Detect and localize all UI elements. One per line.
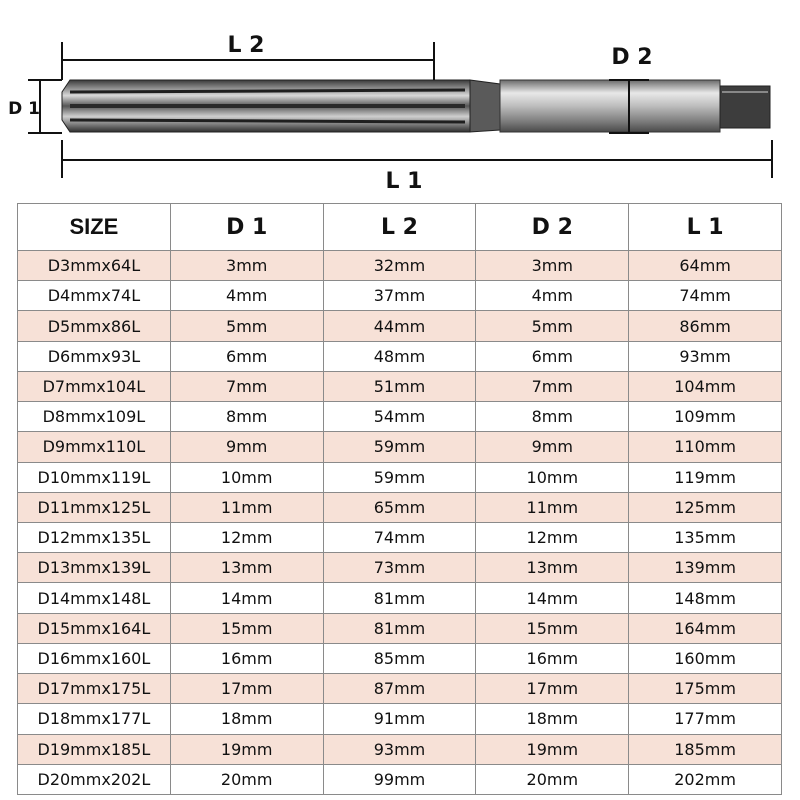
header-l2: L 2 xyxy=(323,204,476,251)
cell-l1: 202mm xyxy=(629,764,782,794)
cell-size: D10mmx119L xyxy=(18,462,171,492)
cell-l1: 74mm xyxy=(629,281,782,311)
cell-d1: 7mm xyxy=(170,371,323,401)
header-d1: D 1 xyxy=(170,204,323,251)
cell-d2: 20mm xyxy=(476,764,629,794)
cell-l1: 160mm xyxy=(629,643,782,673)
cell-l2: 81mm xyxy=(323,613,476,643)
cell-size: D4mmx74L xyxy=(18,281,171,311)
cell-d2: 13mm xyxy=(476,553,629,583)
cell-l1: 125mm xyxy=(629,492,782,522)
d2-label: D 2 xyxy=(611,45,653,70)
table-row xyxy=(18,764,782,794)
table-header-row xyxy=(18,204,782,251)
cell-d1: 19mm xyxy=(170,734,323,764)
cell-l1: 110mm xyxy=(629,432,782,462)
cell-size: D8mmx109L xyxy=(18,402,171,432)
table-row xyxy=(18,674,782,704)
cell-d1: 3mm xyxy=(170,251,323,281)
cell-size: D11mmx125L xyxy=(18,492,171,522)
cell-d2: 16mm xyxy=(476,643,629,673)
cell-l2: 51mm xyxy=(323,371,476,401)
cell-size: D9mmx110L xyxy=(18,432,171,462)
cell-l1: 135mm xyxy=(629,522,782,552)
cell-d1: 12mm xyxy=(170,522,323,552)
cell-d1: 5mm xyxy=(170,311,323,341)
cell-l2: 44mm xyxy=(323,311,476,341)
table-row xyxy=(18,432,782,462)
cell-l2: 87mm xyxy=(323,674,476,704)
cell-d1: 6mm xyxy=(170,341,323,371)
cell-d2: 7mm xyxy=(476,371,629,401)
table-row xyxy=(18,341,782,371)
cell-l2: 81mm xyxy=(323,583,476,613)
cell-l2: 59mm xyxy=(323,462,476,492)
cell-d1: 20mm xyxy=(170,764,323,794)
table-body xyxy=(18,251,782,795)
cell-l1: 139mm xyxy=(629,553,782,583)
cell-l2: 48mm xyxy=(323,341,476,371)
table-row xyxy=(18,311,782,341)
cell-l2: 99mm xyxy=(323,764,476,794)
cell-l1: 109mm xyxy=(629,402,782,432)
cell-size: D20mmx202L xyxy=(18,764,171,794)
cell-d2: 14mm xyxy=(476,583,629,613)
cell-l1: 104mm xyxy=(629,371,782,401)
cell-l2: 59mm xyxy=(323,432,476,462)
cell-d1: 15mm xyxy=(170,613,323,643)
cell-d2: 19mm xyxy=(476,734,629,764)
cell-d2: 8mm xyxy=(476,402,629,432)
cell-size: D13mmx139L xyxy=(18,553,171,583)
table-row xyxy=(18,492,782,522)
cell-l1: 119mm xyxy=(629,462,782,492)
cell-d2: 5mm xyxy=(476,311,629,341)
cell-l2: 65mm xyxy=(323,492,476,522)
header-l1: L 1 xyxy=(629,204,782,251)
cell-d2: 12mm xyxy=(476,522,629,552)
table-row xyxy=(18,402,782,432)
cell-d1: 4mm xyxy=(170,281,323,311)
cell-d2: 18mm xyxy=(476,704,629,734)
size-spec-table xyxy=(17,203,782,795)
cell-l2: 85mm xyxy=(323,643,476,673)
table-row xyxy=(18,522,782,552)
cell-l2: 73mm xyxy=(323,553,476,583)
cell-d2: 10mm xyxy=(476,462,629,492)
cell-d1: 17mm xyxy=(170,674,323,704)
cell-l2: 54mm xyxy=(323,402,476,432)
cell-d1: 8mm xyxy=(170,402,323,432)
cell-l1: 64mm xyxy=(629,251,782,281)
cell-d1: 9mm xyxy=(170,432,323,462)
cell-size: D5mmx86L xyxy=(18,311,171,341)
cell-size: D14mmx148L xyxy=(18,583,171,613)
cell-size: D3mmx64L xyxy=(18,251,171,281)
cell-d1: 10mm xyxy=(170,462,323,492)
cell-l1: 86mm xyxy=(629,311,782,341)
cell-size: D12mmx135L xyxy=(18,522,171,552)
table-row xyxy=(18,462,782,492)
table-row xyxy=(18,371,782,401)
table-row xyxy=(18,281,782,311)
cell-size: D18mmx177L xyxy=(18,704,171,734)
cell-d1: 11mm xyxy=(170,492,323,522)
reamer-tool-image xyxy=(62,80,770,132)
cell-d1: 14mm xyxy=(170,583,323,613)
cell-l2: 74mm xyxy=(323,522,476,552)
cell-d2: 11mm xyxy=(476,492,629,522)
l1-label: L 1 xyxy=(385,169,423,194)
cell-size: D19mmx185L xyxy=(18,734,171,764)
cell-l1: 93mm xyxy=(629,341,782,371)
cell-d2: 6mm xyxy=(476,341,629,371)
cell-d1: 18mm xyxy=(170,704,323,734)
header-d2: D 2 xyxy=(476,204,629,251)
cell-size: D17mmx175L xyxy=(18,674,171,704)
table-row xyxy=(18,643,782,673)
cell-d2: 15mm xyxy=(476,613,629,643)
table-row xyxy=(18,553,782,583)
cell-l2: 37mm xyxy=(323,281,476,311)
cell-l1: 177mm xyxy=(629,704,782,734)
cell-size: D15mmx164L xyxy=(18,613,171,643)
table-row xyxy=(18,251,782,281)
cell-l2: 32mm xyxy=(323,251,476,281)
cell-d1: 16mm xyxy=(170,643,323,673)
header-size: SIZE xyxy=(18,204,171,251)
d1-label: D 1 xyxy=(8,99,40,119)
cell-l2: 91mm xyxy=(323,704,476,734)
table-row xyxy=(18,704,782,734)
cell-size: D16mmx160L xyxy=(18,643,171,673)
cell-size: D7mmx104L xyxy=(18,371,171,401)
table-row xyxy=(18,734,782,764)
cell-d2: 3mm xyxy=(476,251,629,281)
cell-d2: 4mm xyxy=(476,281,629,311)
cell-d2: 17mm xyxy=(476,674,629,704)
cell-l2: 93mm xyxy=(323,734,476,764)
cell-d1: 13mm xyxy=(170,553,323,583)
cell-l1: 175mm xyxy=(629,674,782,704)
cell-l1: 185mm xyxy=(629,734,782,764)
reamer-dimension-diagram xyxy=(0,0,800,200)
table-row xyxy=(18,613,782,643)
table-row xyxy=(18,583,782,613)
cell-l1: 164mm xyxy=(629,613,782,643)
cell-l1: 148mm xyxy=(629,583,782,613)
cell-d2: 9mm xyxy=(476,432,629,462)
l2-label: L 2 xyxy=(227,33,265,58)
cell-size: D6mmx93L xyxy=(18,341,171,371)
